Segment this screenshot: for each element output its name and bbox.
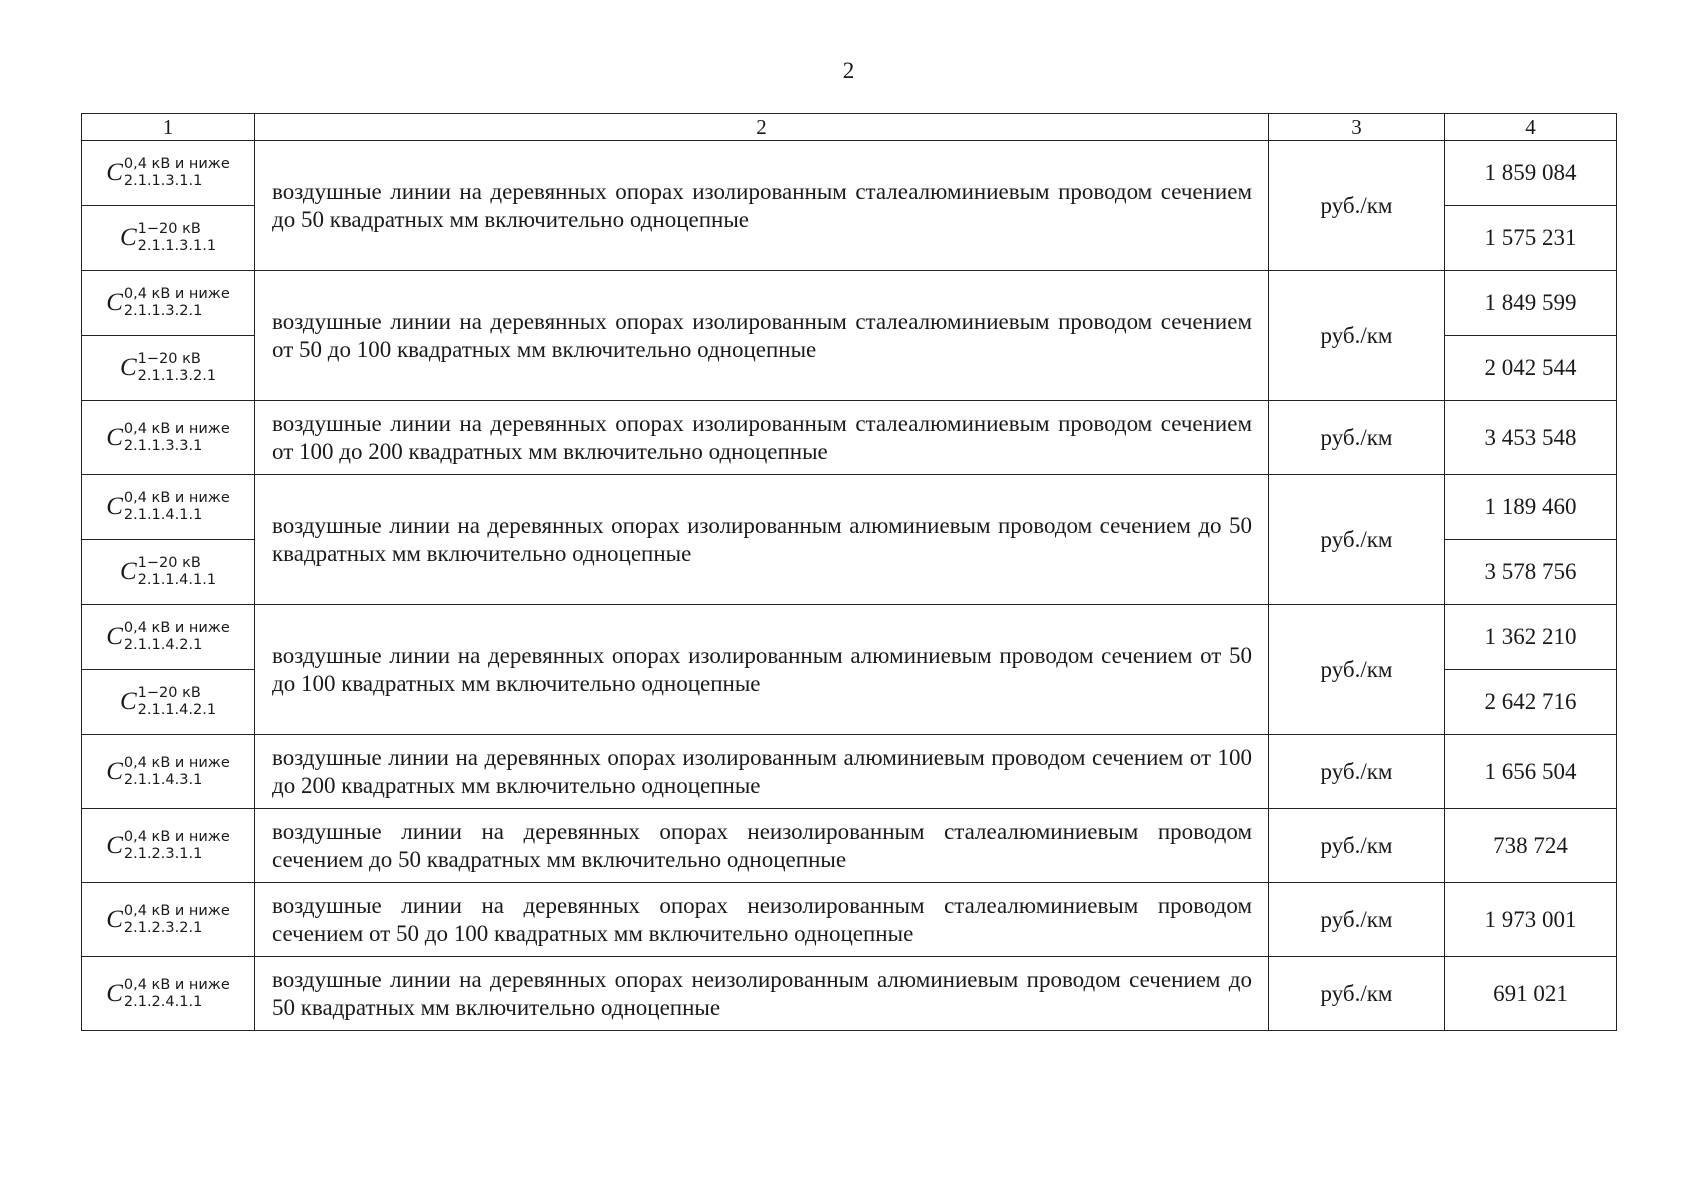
code-scripts: [124, 903, 230, 937]
value-cell: 2 642 716: [1445, 670, 1617, 735]
description-cell: воздушные линии на деревянных опорах изолированным алюминиевым проводом сечением до 50 квадратных мм включительно одноцепные: [255, 475, 1269, 605]
unit-cell: руб./км: [1269, 141, 1445, 271]
code-symbol: C: [106, 623, 123, 650]
unit-cell: руб./км: [1269, 735, 1445, 809]
description-cell: воздушные линии на деревянных опорах изолированным сталеалюминиевым проводом сечением от 50 до 100 квадратных мм включительно одноцепные: [255, 271, 1269, 401]
code-voltage: 1−20 кВ: [137, 555, 201, 571]
code-cell: [82, 141, 255, 206]
cost-symbol: [106, 903, 230, 937]
code-cell: [82, 401, 255, 475]
column-header-2: 2: [255, 114, 1269, 141]
value-cell: 691 021: [1445, 957, 1617, 1031]
cost-symbol: [120, 555, 216, 589]
column-header-4: 4: [1445, 114, 1617, 141]
tariff-table: [81, 113, 1617, 1031]
code-cell: [82, 670, 255, 735]
cost-symbol: [106, 286, 230, 320]
value-cell: 1 849 599: [1445, 271, 1617, 336]
code-voltage: 0,4 кВ и ниже: [123, 286, 230, 302]
value-cell: 1 859 084: [1445, 141, 1617, 206]
table-row: [82, 401, 1617, 475]
cost-symbol: [120, 221, 216, 255]
code-cell: [82, 336, 255, 401]
code-index: 2.1.2.4.1.1: [123, 993, 203, 1010]
code-index: 2.1.2.3.1.1: [123, 845, 203, 862]
code-symbol: C: [106, 493, 123, 520]
description-cell: воздушные линии на деревянных опорах изолированным алюминиевым проводом сечением от 50 до 100 квадратных мм включительно одноцепные: [255, 605, 1269, 735]
code-symbol: C: [106, 423, 123, 451]
code-voltage: 1−20 кВ: [137, 221, 201, 237]
table-row: [82, 271, 1617, 336]
code-voltage: 1−20 кВ: [137, 685, 201, 701]
column-header-3: 3: [1269, 114, 1445, 141]
code-cell: [82, 540, 255, 605]
description-cell: воздушные линии на деревянных опорах изолированным алюминиевым проводом сечением от 100 до 200 квадратных мм включительно одноцепные: [255, 735, 1269, 809]
code-cell: [82, 809, 255, 883]
code-voltage: 0,4 кВ и ниже: [123, 420, 230, 437]
unit-cell: руб./км: [1269, 605, 1445, 735]
code-scripts: [124, 977, 230, 1011]
code-index: 2.1.1.4.2.1: [123, 637, 203, 653]
value-cell: 3 453 548: [1445, 401, 1617, 475]
code-cell: [82, 271, 255, 336]
table-header-row: [82, 114, 1617, 141]
code-index: 2.1.1.3.1.1: [123, 173, 203, 189]
cost-symbol: [120, 685, 216, 719]
cost-symbol: [106, 755, 230, 789]
code-index: 2.1.2.3.2.1: [123, 919, 203, 936]
code-scripts: [124, 286, 230, 320]
code-cell: [82, 957, 255, 1031]
code-scripts: [124, 829, 230, 863]
code-symbol: C: [106, 289, 123, 316]
code-scripts: [138, 351, 216, 385]
code-symbol: C: [106, 757, 123, 785]
code-voltage: 0,4 кВ и ниже: [123, 828, 230, 845]
code-scripts: [124, 490, 230, 524]
code-voltage: 0,4 кВ и ниже: [123, 490, 230, 506]
code-voltage: 1−20 кВ: [137, 351, 201, 367]
unit-cell: руб./км: [1269, 271, 1445, 401]
code-scripts: [138, 685, 216, 719]
description-cell: воздушные линии на деревянных опорах неизолированным сталеалюминиевым проводом сечением до 50 квадратных мм включительно одноцепные: [255, 809, 1269, 883]
table-row: [82, 809, 1617, 883]
unit-cell: руб./км: [1269, 401, 1445, 475]
code-cell: [82, 475, 255, 540]
code-symbol: C: [106, 979, 123, 1007]
description-cell: воздушные линии на деревянных опорах неизолированным сталеалюминиевым проводом сечением от 50 до 100 квадратных мм включительно одноцепные: [255, 883, 1269, 957]
value-cell: 2 042 544: [1445, 336, 1617, 401]
description-cell: воздушные линии на деревянных опорах изолированным сталеалюминиевым проводом сечением до 50 квадратных мм включительно одноцепные: [255, 141, 1269, 271]
value-cell: 1 575 231: [1445, 206, 1617, 271]
code-cell: [82, 605, 255, 670]
cost-symbol: [106, 620, 230, 654]
code-symbol: C: [119, 688, 137, 715]
cost-symbol: [106, 156, 230, 190]
cost-symbol: [106, 977, 230, 1011]
code-symbol: C: [119, 224, 137, 251]
code-voltage: 0,4 кВ и ниже: [123, 902, 230, 919]
cost-symbol: [106, 829, 230, 863]
table-row: [82, 605, 1617, 670]
code-cell: [82, 206, 255, 271]
code-index: 2.1.1.4.2.1: [137, 702, 217, 718]
value-cell: 1 656 504: [1445, 735, 1617, 809]
code-symbol: C: [119, 354, 137, 381]
code-index: 2.1.1.3.2.1: [123, 303, 203, 319]
code-symbol: C: [106, 831, 123, 859]
cost-symbol: [120, 351, 216, 385]
code-scripts: [138, 555, 216, 589]
value-cell: 1 973 001: [1445, 883, 1617, 957]
table-row: [82, 957, 1617, 1031]
column-header-1: 1: [82, 114, 255, 141]
description-cell: воздушные линии на деревянных опорах изолированным сталеалюминиевым проводом сечением от 100 до 200 квадратных мм включительно одноцепные: [255, 401, 1269, 475]
value-cell: 3 578 756: [1445, 540, 1617, 605]
code-scripts: [124, 755, 230, 789]
value-cell: 738 724: [1445, 809, 1617, 883]
code-voltage: 0,4 кВ и ниже: [123, 976, 230, 993]
code-index: 2.1.1.3.2.1: [137, 368, 217, 384]
page-number: 2: [842, 58, 855, 83]
unit-cell: руб./км: [1269, 475, 1445, 605]
code-scripts: [138, 221, 216, 255]
value-cell: 1 362 210: [1445, 605, 1617, 670]
unit-cell: руб./км: [1269, 883, 1445, 957]
code-index: 2.1.1.4.3.1: [123, 771, 203, 788]
code-voltage: 0,4 кВ и ниже: [123, 620, 230, 636]
code-scripts: [124, 421, 230, 455]
code-index: 2.1.1.3.1.1: [137, 238, 217, 254]
code-index: 2.1.1.4.1.1: [123, 507, 203, 523]
table-row: [82, 735, 1617, 809]
description-cell: воздушные линии на деревянных опорах неизолированным алюминиевым проводом сечением до 50 квадратных мм включительно одноцепные: [255, 957, 1269, 1031]
code-voltage: 0,4 кВ и ниже: [123, 754, 230, 771]
table-row: [82, 475, 1617, 540]
unit-cell: руб./км: [1269, 809, 1445, 883]
tariff-table-body: [82, 114, 1617, 1031]
table-row: [82, 141, 1617, 206]
code-index: 2.1.1.4.1.1: [137, 572, 217, 588]
value-cell: 1 189 460: [1445, 475, 1617, 540]
code-symbol: C: [106, 159, 123, 186]
code-scripts: [124, 620, 230, 654]
table-row: [82, 883, 1617, 957]
code-symbol: C: [119, 558, 137, 585]
code-voltage: 0,4 кВ и ниже: [123, 156, 230, 172]
code-index: 2.1.1.3.3.1: [123, 437, 203, 454]
cost-symbol: [106, 421, 230, 455]
cost-symbol: [106, 490, 230, 524]
unit-cell: руб./км: [1269, 957, 1445, 1031]
code-symbol: C: [106, 905, 123, 933]
code-cell: [82, 735, 255, 809]
code-cell: [82, 883, 255, 957]
code-scripts: [124, 156, 230, 190]
